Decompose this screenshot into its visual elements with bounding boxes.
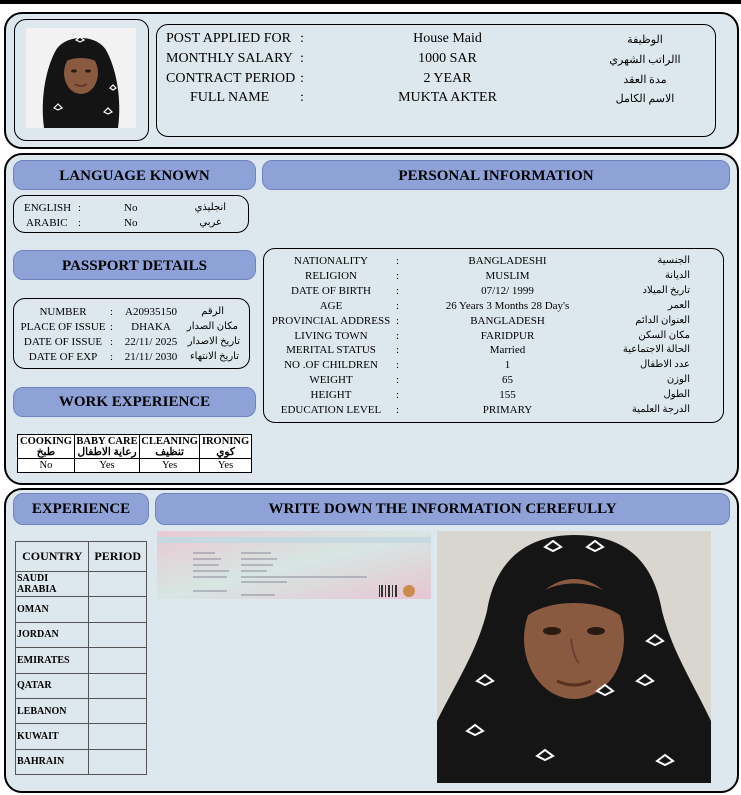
- skill-cooking-header: [18, 435, 75, 459]
- personal-colon: :: [396, 284, 400, 297]
- header-arabic: مدة العقد: [623, 74, 667, 86]
- table-row: [16, 622, 147, 647]
- personal-label: EDUCATION LEVEL: [280, 404, 382, 416]
- header-value: House Maid: [413, 31, 482, 46]
- header-label: MONTHLY SALARY: [166, 51, 293, 66]
- personal-arabic: مكان السكن: [638, 329, 690, 341]
- skill-name-arabic: طبخ: [36, 447, 56, 458]
- passport-colon: :: [110, 336, 114, 348]
- personal-colon: :: [396, 314, 400, 327]
- passport-arabic: تاريخ الاصدار: [187, 336, 240, 347]
- personal-colon: :: [396, 359, 400, 372]
- passport-label: DATE OF EXP: [28, 351, 98, 363]
- skill-name: BABY CARE: [76, 436, 138, 447]
- language-label: ENGLISH: [24, 202, 72, 214]
- personal-value: 26 Years 3 Months 28 Day's: [445, 299, 570, 312]
- table-row: [16, 724, 147, 749]
- period-cell[interactable]: [89, 597, 147, 622]
- personal-colon: :: [396, 299, 400, 312]
- personal-value: FARIDPUR: [480, 329, 535, 342]
- personal-colon: :: [396, 389, 400, 402]
- skill-value: No: [18, 459, 75, 473]
- personal-colon: :: [396, 344, 400, 357]
- period-cell[interactable]: [89, 673, 147, 698]
- personal-colon: :: [396, 269, 400, 282]
- language-label: ARABIC: [26, 217, 68, 229]
- personal-value: Married: [489, 344, 526, 357]
- skill-name: IRONING: [201, 436, 250, 447]
- country-cell: EMIRATES: [16, 648, 89, 673]
- passport-label: NUMBER: [39, 306, 87, 318]
- skills-header-row: [18, 435, 252, 459]
- passport-heading: PASSPORT DETAILS: [13, 250, 256, 280]
- header-arabic: الاسم الكامل: [615, 93, 675, 105]
- skill-name-arabic: كوي: [216, 447, 235, 458]
- experience-table: [15, 541, 147, 775]
- passport-label: DATE OF ISSUE: [23, 336, 103, 348]
- top-border: [0, 0, 741, 4]
- personal-value: 1: [504, 359, 511, 372]
- language-arabic: انجليذي: [194, 202, 226, 213]
- personal-arabic: الجنسية: [657, 255, 690, 266]
- header-colon: :: [300, 90, 304, 105]
- skill-name-arabic: رعاية الاطفال: [77, 447, 137, 458]
- skill-name: COOKING: [19, 436, 72, 447]
- experience-header-row: [16, 542, 147, 572]
- language-colon: :: [78, 202, 82, 214]
- country-column-header: COUNTRY: [16, 542, 89, 572]
- period-cell[interactable]: [89, 572, 147, 597]
- personal-label: WEIGHT: [309, 374, 353, 387]
- skill-value: Yes: [74, 459, 139, 473]
- passport-value: DHAKA: [131, 321, 171, 333]
- passport-colon: :: [110, 321, 114, 333]
- personal-arabic: عدد الاطفال: [640, 359, 690, 371]
- header-label: FULL NAME: [190, 90, 270, 105]
- passport-scan-image: [157, 531, 431, 599]
- personal-arabic: العنوان الدائم: [635, 314, 690, 326]
- header-value: 1000 SAR: [418, 51, 477, 66]
- personal-label: DATE OF BIRTH: [290, 284, 371, 297]
- skill-value: Yes: [200, 459, 252, 473]
- period-column-header: PERIOD: [89, 542, 147, 572]
- personal-label: AGE: [319, 299, 343, 312]
- country-cell: SAUDI ARABIA: [16, 572, 89, 597]
- period-cell[interactable]: [89, 749, 147, 774]
- personal-label: RELIGION: [305, 269, 357, 282]
- header-colon: :: [300, 31, 304, 46]
- skill-value: Yes: [140, 459, 200, 473]
- passport-arabic: تاريخ الانتهاء: [189, 351, 239, 362]
- personal-arabic: تاريخ الميلاد: [642, 284, 690, 296]
- personal-value: 65: [502, 374, 513, 387]
- personal-colon: :: [396, 374, 400, 387]
- personal-value: BANGLADESHI: [468, 255, 547, 267]
- country-cell: JORDAN: [16, 622, 89, 647]
- personal-label: NATIONALITY: [294, 255, 368, 267]
- table-row: [16, 698, 147, 723]
- passport-arabic: الرقم: [201, 306, 224, 317]
- country-cell: OMAN: [16, 597, 89, 622]
- header-colon: :: [300, 71, 304, 86]
- personal-heading: PERSONAL INFORMATION: [262, 160, 730, 190]
- country-cell: LEBANON: [16, 698, 89, 723]
- period-cell[interactable]: [89, 724, 147, 749]
- table-row: [16, 597, 147, 622]
- skills-table: [17, 434, 252, 473]
- table-row: [16, 749, 147, 774]
- skill-name: CLEANING: [141, 436, 198, 447]
- period-cell[interactable]: [89, 622, 147, 647]
- passport-label: PLACE OF ISSUE: [20, 321, 106, 333]
- skill-ironing-header: [200, 435, 252, 459]
- passport-value: A20935150: [125, 306, 177, 318]
- header-colon: :: [300, 51, 304, 66]
- language-value: No: [124, 217, 138, 229]
- personal-colon: :: [396, 329, 400, 342]
- personal-label: HEIGHT: [310, 389, 352, 402]
- personal-label: LIVING TOWN: [294, 329, 368, 342]
- country-cell: QATAR: [16, 673, 89, 698]
- table-row: [16, 572, 147, 597]
- personal-label: PROVINCIAL ADDRESS: [271, 314, 391, 327]
- header-label: CONTRACT PERIOD: [166, 71, 296, 86]
- personal-arabic: الحالة الاجتماعية: [622, 344, 690, 356]
- skill-babycare-header: [74, 435, 139, 459]
- personal-label: MERITAL STATUS: [286, 344, 376, 357]
- personal-value: MUSLIM: [485, 269, 530, 282]
- personal-colon: :: [396, 255, 400, 267]
- experience-heading: EXPERIENCE: [13, 493, 149, 525]
- notice-heading: WRITE DOWN THE INFORMATION CEREFULLY: [155, 493, 730, 525]
- full-photo: [437, 531, 711, 783]
- skill-cleaning-header: [140, 435, 200, 459]
- country-cell: BAHRAIN: [16, 749, 89, 774]
- language-arabic: عربي: [199, 217, 222, 228]
- header-value: 2 YEAR: [423, 71, 472, 86]
- personal-value: BANGLADESH: [470, 314, 545, 327]
- personal-arabic: الطول: [663, 389, 690, 401]
- personal-value: 07/12/ 1999: [481, 284, 534, 297]
- country-cell: KUWAIT: [16, 724, 89, 749]
- period-cell[interactable]: [89, 648, 147, 673]
- table-row: [16, 673, 147, 698]
- work-experience-heading: WORK EXPERIENCE: [13, 387, 256, 417]
- header-label: POST APPLIED FOR: [166, 31, 292, 46]
- personal-arabic: الوزن: [666, 374, 690, 386]
- passport-colon: :: [110, 351, 114, 363]
- period-cell[interactable]: [89, 698, 147, 723]
- personal-value: PRIMARY: [482, 404, 533, 416]
- personal-arabic: العمر: [668, 299, 690, 311]
- personal-label: NO .OF CHILDREN: [284, 359, 378, 372]
- passport-value: 21/11/ 2030: [124, 351, 178, 363]
- skill-name-arabic: تنظيف: [155, 447, 184, 458]
- language-heading: LANGUAGE KNOWN: [13, 160, 256, 190]
- personal-arabic: الدرجة العلمية: [631, 404, 690, 415]
- passport-colon: :: [110, 306, 114, 318]
- table-row: [16, 648, 147, 673]
- passport-value: 22/11/ 2025: [124, 336, 178, 348]
- skills-value-row: [18, 459, 252, 473]
- passport-arabic: مكان الصدار: [186, 321, 238, 332]
- header-arabic: االراتب الشهري: [609, 54, 681, 66]
- header-arabic: الوظيفة: [627, 34, 663, 46]
- personal-colon: :: [396, 404, 400, 416]
- personal-arabic: الديانة: [664, 269, 690, 281]
- header-value: MUKTA AKTER: [398, 90, 497, 105]
- personal-value: 155: [499, 389, 516, 402]
- profile-photo: [26, 28, 136, 128]
- language-colon: :: [78, 217, 82, 229]
- language-value: No: [124, 202, 138, 214]
